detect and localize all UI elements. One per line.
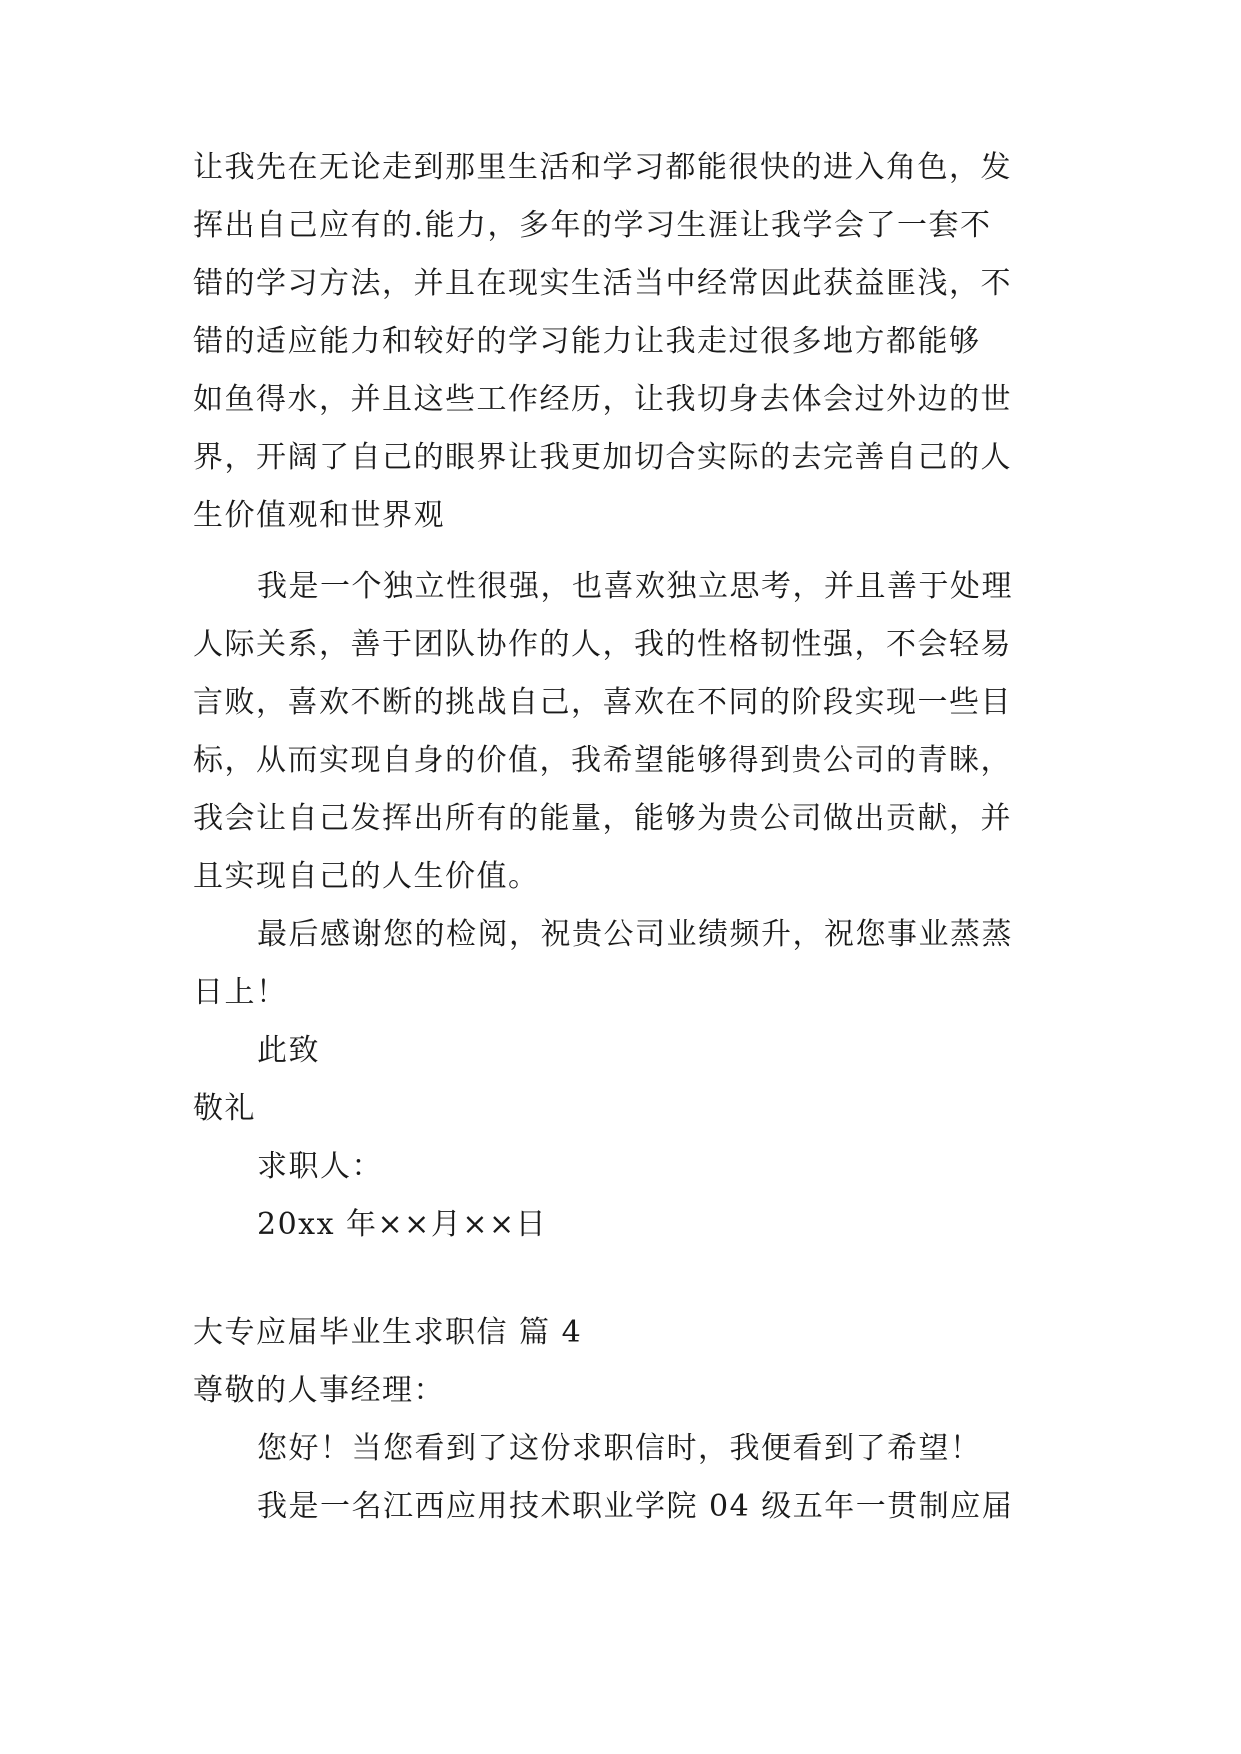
letter-date: 20xx 年××月××日 (257, 1207, 548, 1242)
body-line: 如鱼得水，并且这些工作经历，让我切身去体会过外边的世 (193, 382, 1012, 417)
body-line: 错的学习方法，并且在现实生活当中经常因此获益匪浅，不 (193, 266, 1012, 301)
body-line: 生价值观和世界观 (193, 498, 445, 533)
paragraph-start-line: 我是一名江西应用技术职业学院 04 级五年一贯制应届 (257, 1489, 1014, 1524)
body-line: 错的适应能力和较好的学习能力让我走过很多地方都能够 (193, 324, 981, 359)
letter-greeting: 尊敬的人事经理： (193, 1373, 445, 1408)
body-line: 界，开阔了自己的眼界让我更加切合实际的去完善自己的人 (193, 440, 1012, 475)
body-line: 日上！ (193, 975, 288, 1010)
closing-salutation: 此致 (257, 1033, 320, 1068)
body-line: 人际关系，善于团队协作的人，我的性格韧性强，不会轻易 (193, 627, 1012, 662)
section-heading: 大专应届毕业生求职信 篇 4 (193, 1315, 583, 1350)
body-line: 标，从而实现自身的价值，我希望能够得到贵公司的青睐， (193, 743, 1012, 778)
signature-label: 求职人： (257, 1149, 383, 1184)
closing-regards: 敬礼 (193, 1091, 256, 1126)
body-line: 我会让自己发挥出所有的能量，能够为贵公司做出贡献，并 (193, 801, 1012, 836)
body-line: 言败，喜欢不断的挑战自己，喜欢在不同的阶段实现一些目 (193, 685, 1012, 720)
body-line: 让我先在无论走到那里生活和学习都能很快的进入角色，发 (193, 150, 1012, 185)
paragraph-start-line: 最后感谢您的检阅，祝贵公司业绩频升，祝您事业蒸蒸 (257, 917, 1013, 952)
paragraph-start-line: 您好！当您看到了这份求职信时，我便看到了希望！ (257, 1431, 982, 1466)
body-line: 挥出自己应有的.能力，多年的学习生涯让我学会了一套不 (193, 208, 992, 243)
paragraph-start-line: 我是一个独立性很强，也喜欢独立思考，并且善于处理 (257, 569, 1013, 604)
body-line: 且实现自己的人生价值。 (193, 859, 540, 894)
